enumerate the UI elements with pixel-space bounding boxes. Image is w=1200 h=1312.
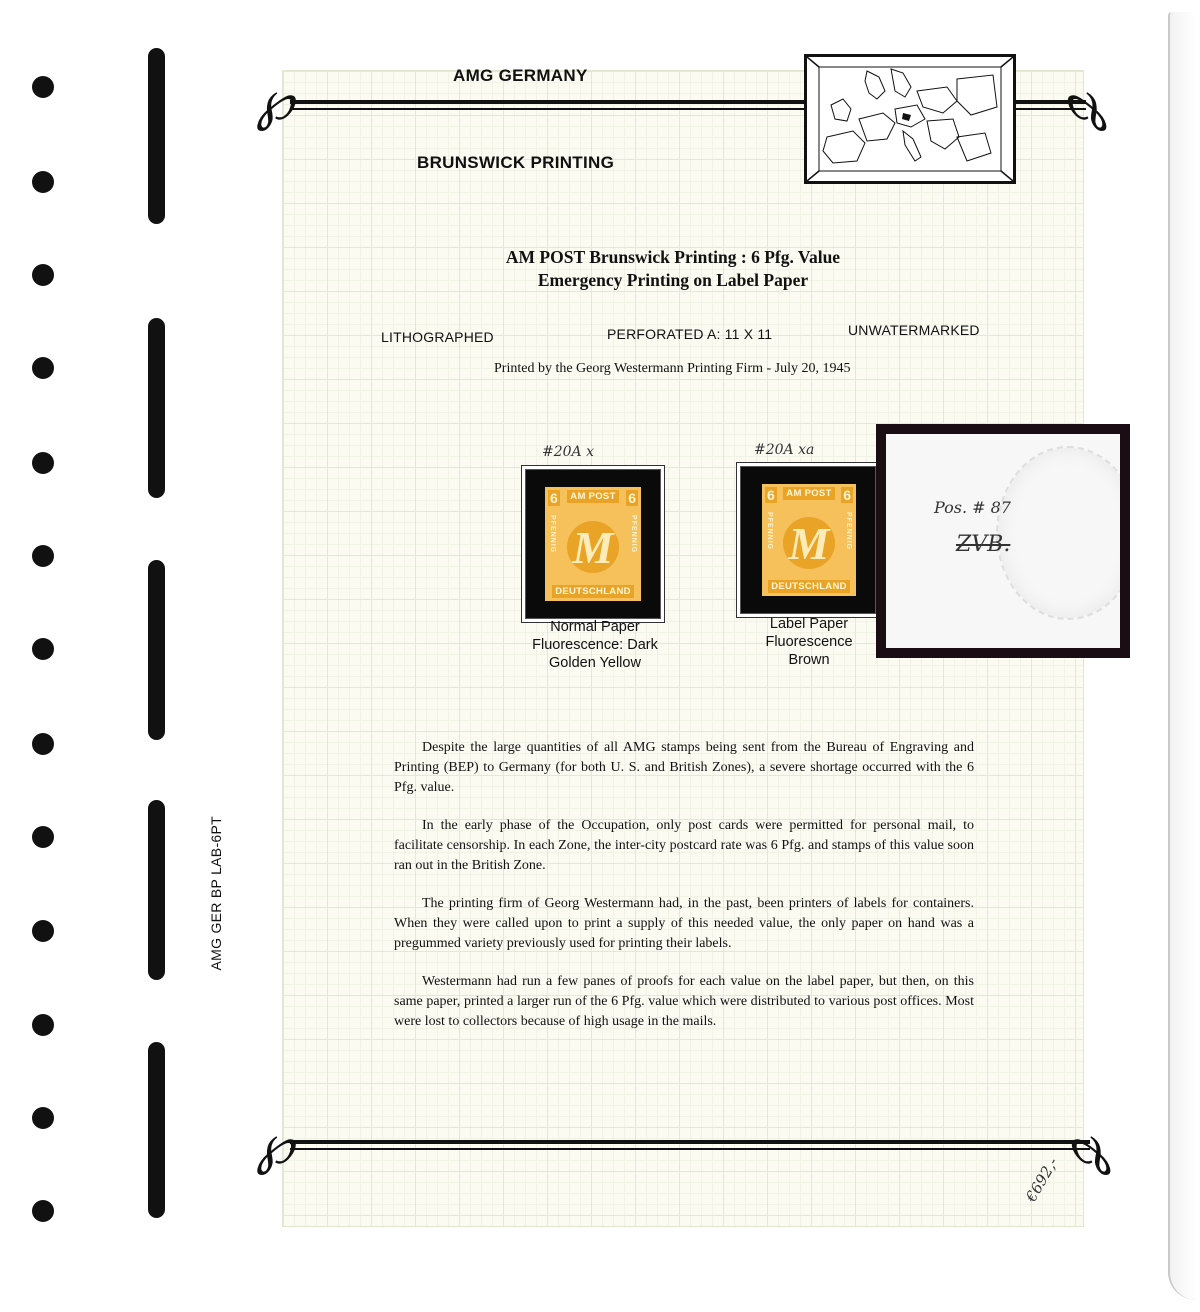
- stamp: [545, 487, 641, 601]
- stamp-caption: [514, 618, 676, 672]
- expert-signature: ZVB.: [956, 532, 1011, 557]
- paragraph: In the early phase of the Occupation, only post cards were permitted for personal mail, to facilitate censorship. In each Zone, the inter-city postcard rate was 6 Pfg. and stamps of this value soon ran out in the British Zone.: [394, 818, 974, 873]
- heading-line-2: Emergency Printing on Label Paper: [537, 270, 809, 290]
- caption-line: Normal Paper: [550, 619, 640, 635]
- bottom-rule-thin: [290, 1148, 1090, 1150]
- stamp: [762, 484, 856, 596]
- stamp-side-text: PFENNIG: [845, 512, 852, 551]
- binder-hole: [32, 545, 54, 567]
- flourish-ornament-icon: ℘: [256, 1113, 294, 1176]
- binder-hole: [32, 733, 54, 755]
- bottom-rule: [290, 1140, 1090, 1144]
- section-title: BRUNSWICK PRINTING: [417, 153, 615, 172]
- binder-hole: [32, 920, 54, 942]
- description-text: [394, 738, 974, 1032]
- stamp-side-text: PFENNIG: [766, 512, 773, 551]
- binder-hole: [32, 76, 54, 98]
- top-rule-thin: [290, 108, 810, 110]
- stamp-mount: [525, 469, 661, 619]
- caption-line: Label Paper: [769, 616, 849, 632]
- caption-line: Golden Yellow: [549, 655, 641, 671]
- binder-slot: [148, 560, 165, 740]
- binder-slot: [148, 1042, 165, 1218]
- spec-method: LITHOGRAPHED: [381, 329, 494, 345]
- binder-slot: [148, 318, 165, 498]
- binder-hole: [32, 638, 54, 660]
- proof-back: [886, 434, 1120, 648]
- caption-line: Fluorescence: [765, 634, 853, 650]
- page-heading: [440, 246, 906, 292]
- binder-hole: [32, 171, 54, 193]
- country-title: AMG GERMANY: [453, 66, 588, 85]
- europe-map-icon: [807, 57, 1013, 181]
- paragraph: Despite the large quantities of all AMG stamps being sent from the Bureau of Engraving and Printing (BEP) to Germany (for both U. S. and British Zones), a severe shortage occurred with the 6 Pfg. value.: [394, 740, 974, 795]
- stamp-value: 6: [767, 487, 775, 503]
- binder-hole: [32, 826, 54, 848]
- binder-hole: [32, 1014, 54, 1036]
- emboss-seal-icon: [996, 446, 1120, 620]
- europe-map: [804, 54, 1016, 184]
- stamp-mount: [740, 466, 876, 614]
- binder-hole: [32, 1107, 54, 1129]
- price-note: €692,-: [1022, 1154, 1062, 1205]
- stamp-side-text: PFENNIG: [549, 515, 556, 554]
- flourish-ornament-icon: ℘: [1074, 1113, 1112, 1176]
- paragraph: The printing firm of Georg Westermann had, in the past, been printers of labels for containers. When they were called upon to print a supply of this needed value, the only paper on hand was a pregummed variety previously used for printing their labels.: [394, 896, 974, 951]
- spec-watermark: UNWATERMARKED: [848, 322, 980, 338]
- position-note: Pos. # 87: [934, 498, 1011, 517]
- stamp-monogram-icon: M: [783, 517, 835, 569]
- stamp-monogram-icon: M: [567, 521, 619, 573]
- paragraph: Westermann had run a few panes of proofs for each value on the label paper, but then, on this same paper, printed a larger run of the 6 Pfg. value which were distributed to various post offices. Most were lost to collectors because of high usage in the mails.: [394, 974, 974, 1029]
- top-rule: [290, 100, 810, 104]
- stamp-value: 6: [628, 490, 636, 506]
- caption-line: Fluorescence: Dark: [532, 637, 658, 653]
- stamp-caption: [738, 615, 880, 669]
- binder-slot: [148, 800, 165, 980]
- binder-hole: [32, 357, 54, 379]
- spec-perforation: PERFORATED A: 11 X 11: [607, 326, 773, 342]
- stamp-value: 6: [843, 487, 851, 503]
- stamp-top-text: AM POST: [783, 487, 834, 500]
- heading-line-1: AM POST Brunswick Printing : 6 Pfg. Value: [505, 247, 841, 267]
- flourish-ornament-icon: ℘: [1070, 69, 1108, 132]
- stamp-value: 6: [550, 490, 558, 506]
- flourish-ornament-icon: ℘: [256, 69, 294, 132]
- stamp-bottom-text: DEUTSCHLAND: [768, 580, 850, 593]
- stamp-side-text: PFENNIG: [630, 515, 637, 554]
- binder-hole: [32, 264, 54, 286]
- caption-line: Brown: [788, 652, 830, 668]
- stamp-top-text: AM POST: [567, 490, 618, 503]
- binder-slot: [148, 48, 165, 224]
- page-edge: [1168, 12, 1196, 1300]
- proof-back-mount: [876, 424, 1130, 658]
- binder-hole: [32, 1200, 54, 1222]
- stamp-bottom-text: DEUTSCHLAND: [552, 585, 634, 598]
- catalog-note: #20A xa: [754, 442, 815, 458]
- catalog-note: #20A x: [542, 444, 595, 460]
- side-label: AMG GER BP LAB-6PT: [208, 816, 224, 971]
- binder-hole: [32, 452, 54, 474]
- printer-line: Printed by the Georg Westermann Printing Firm - July 20, 1945: [494, 361, 851, 376]
